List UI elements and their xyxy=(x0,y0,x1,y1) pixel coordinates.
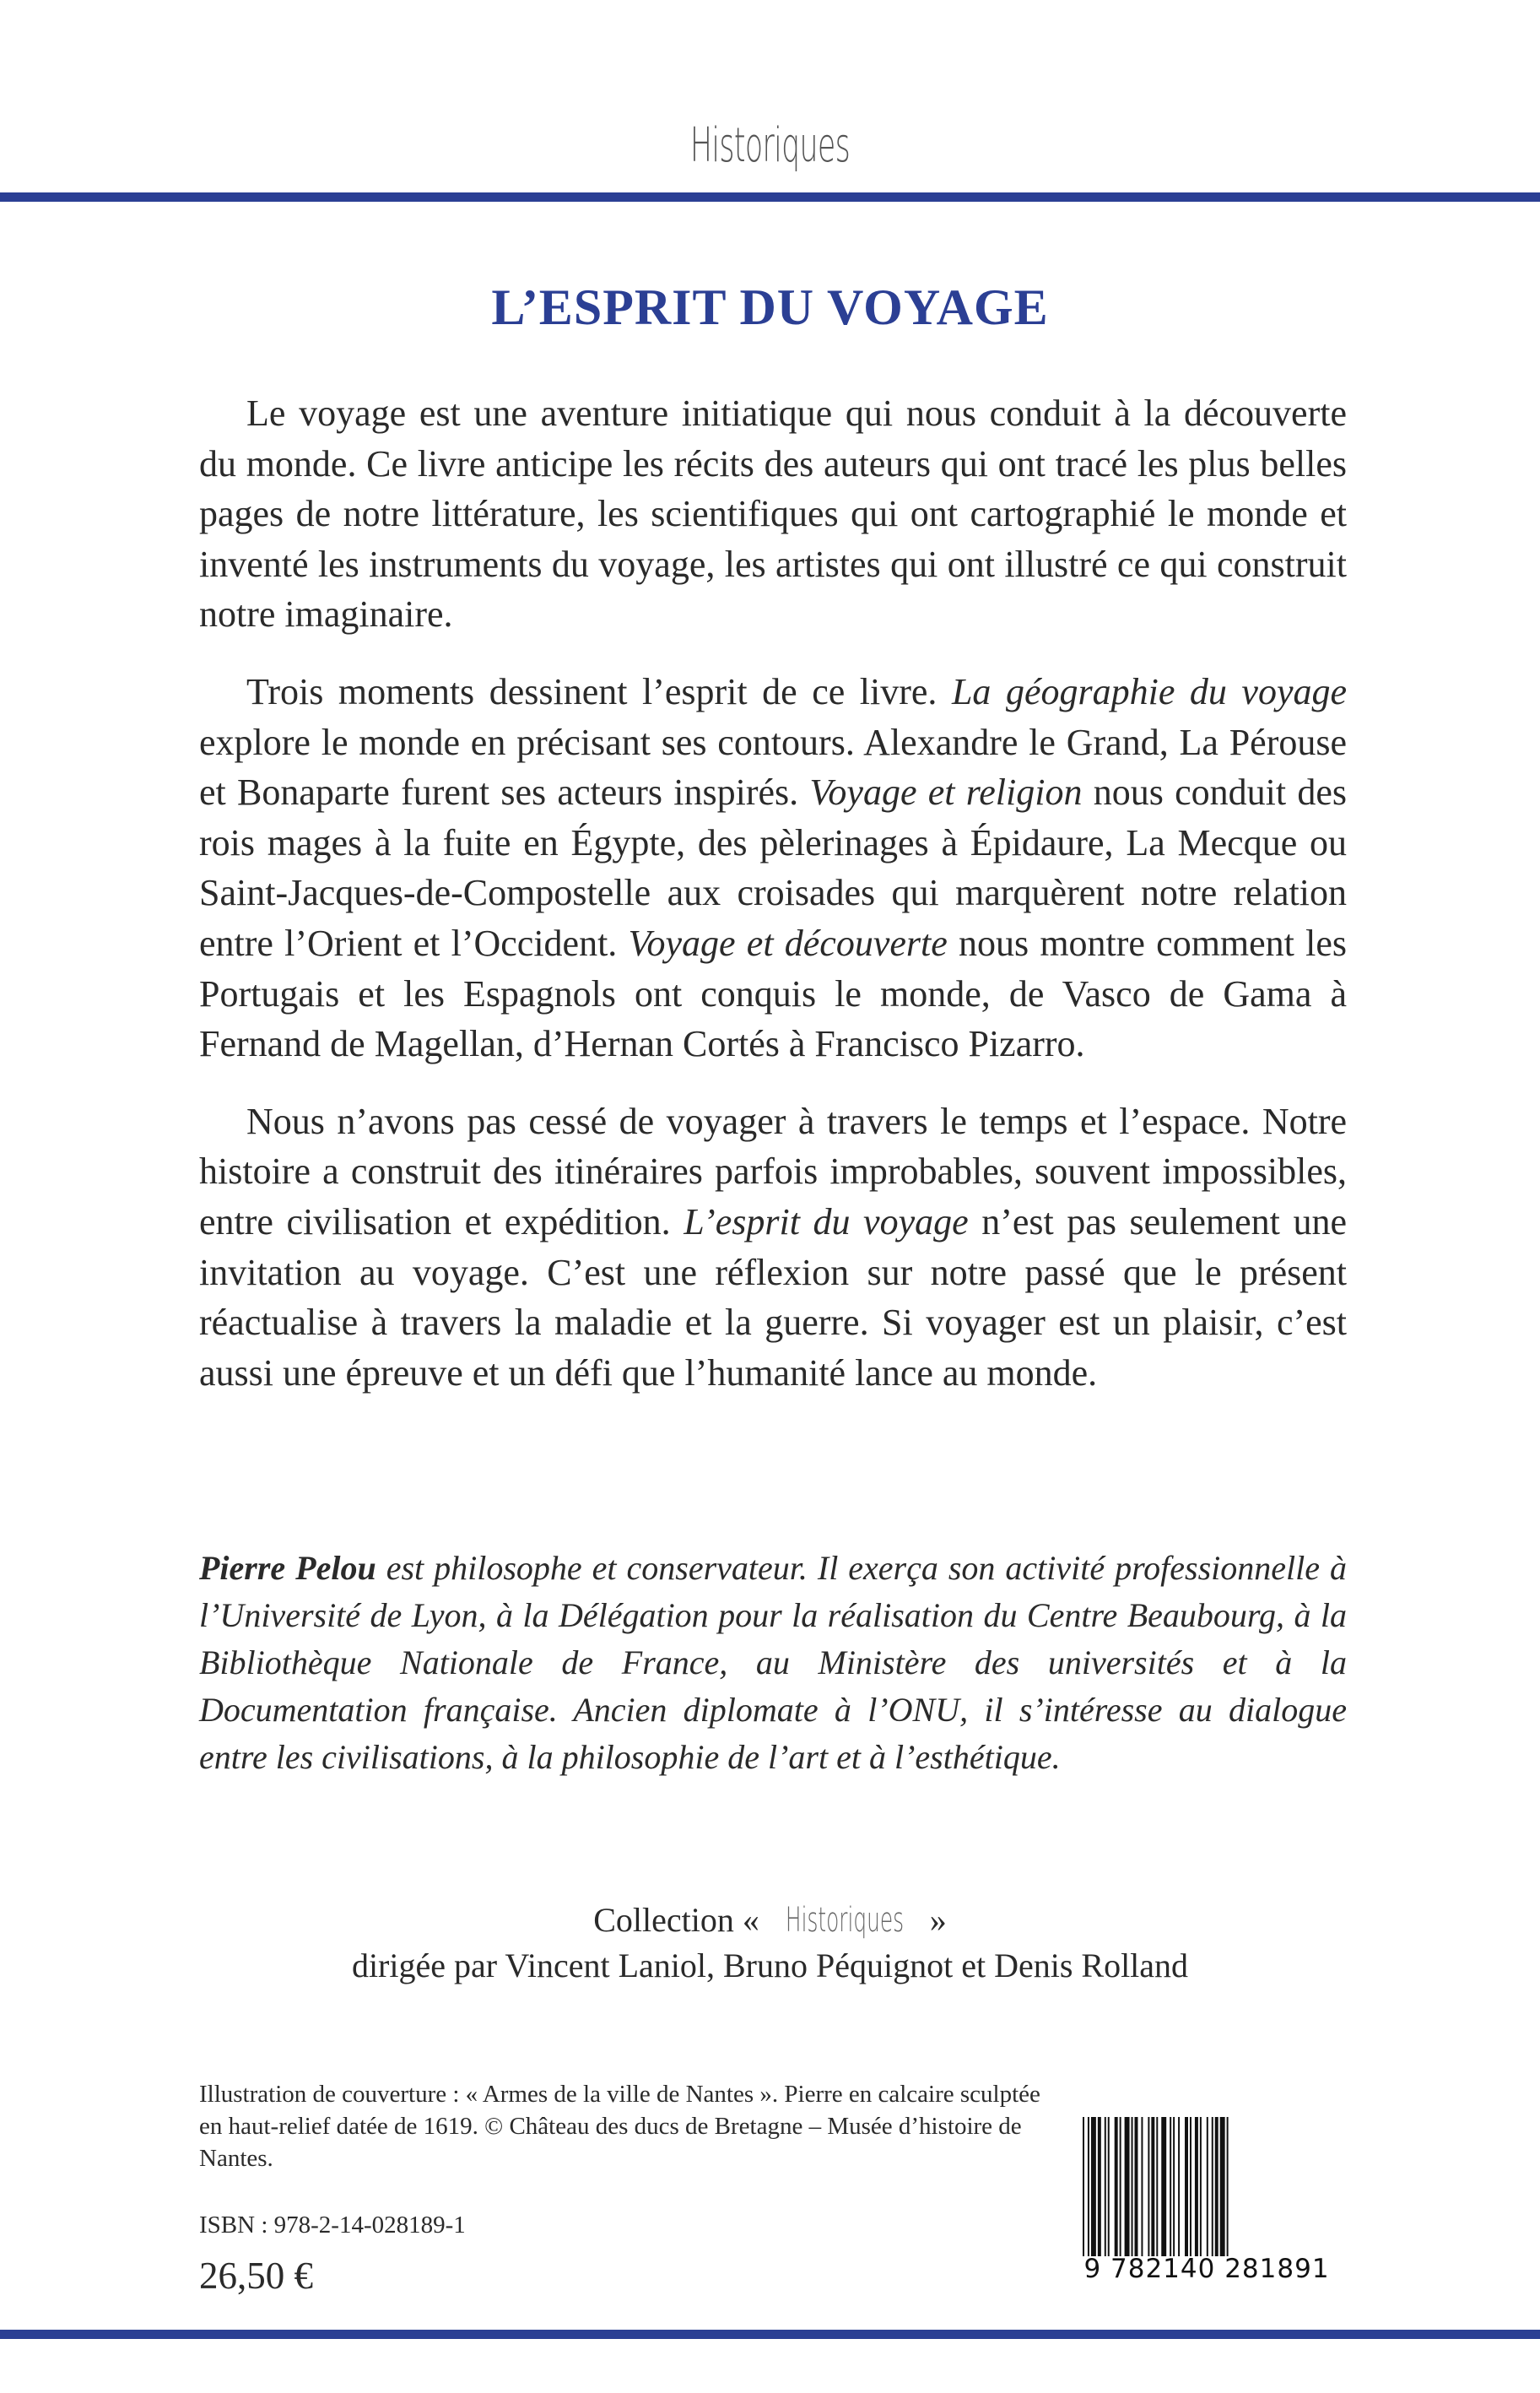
barcode-bar xyxy=(1156,2117,1158,2256)
barcode-bar xyxy=(1148,2117,1149,2256)
barcode-bar xyxy=(1185,2117,1188,2256)
italic-title-religion: Voyage et religion xyxy=(809,771,1083,814)
blurb-paragraph-3: Nous n’avons pas cessé de voyager à travers le temps et l’espace. Notre histoire a construit des itinéraires parfois improbables, souvent impossibles, entre civilisation et expédition. L’esprit du voyage n’est pas seulement une invitation au voyage. C’est une réflexion sur notre passé que le présent réactualise à travers la maladie et la guerre. Si voyager est un plaisir, c’est aussi une épreuve et un défi que l’humanité lance au monde. xyxy=(199,1100,1347,1394)
collection-info xyxy=(0,1898,1540,1989)
price: 26,50 € xyxy=(199,2255,313,2297)
barcode-bar xyxy=(1220,2117,1225,2256)
barcode-bar xyxy=(1200,2117,1202,2256)
barcode-bar xyxy=(1170,2117,1171,2256)
collection-suffix: » xyxy=(929,1901,947,1939)
barcode-bar xyxy=(1207,2117,1208,2256)
barcode-bar xyxy=(1098,2117,1101,2256)
barcode-bar xyxy=(1227,2117,1229,2256)
barcode-bar xyxy=(1195,2117,1198,2256)
barcode-bar xyxy=(1091,2117,1096,2256)
barcode-bar xyxy=(1215,2117,1218,2256)
collection-prefix: Collection « xyxy=(593,1901,759,1939)
barcode-digits: 9 782140 281891 xyxy=(1083,2254,1330,2284)
barcode-icon xyxy=(1083,2117,1331,2260)
italic-title-geographie: La géographie du voyage xyxy=(951,670,1347,712)
cover-credit: Illustration de couverture : « Armes de la ville de Nantes ». Pierre en calcaire sculptée en haut-relief datée de 1619. © Château des ducs de Bretagne – Musée d’histoire de Nantes. xyxy=(199,2081,1040,2172)
italic-title-decouverte: Voyage et découverte xyxy=(628,922,948,964)
barcode-bar xyxy=(1173,2117,1175,2256)
barcode-bar xyxy=(1115,2117,1118,2256)
barcode-bar xyxy=(1120,2117,1121,2256)
barcode-bar xyxy=(1088,2117,1089,2256)
collection-directors: dirigée par Vincent Laniol, Bruno Péquignot et Denis Rolland xyxy=(351,1946,1189,1984)
blurb xyxy=(199,388,1347,1425)
top-rule xyxy=(0,192,1540,202)
barcode-bar xyxy=(1083,2117,1084,2256)
book-title: L’ESPRIT DU VOYAGE xyxy=(491,279,1049,335)
barcode-bar xyxy=(1178,2117,1180,2256)
bottom-rule xyxy=(0,2330,1540,2339)
author-name: Pierre Pelou xyxy=(199,1549,376,1587)
barcode-bar xyxy=(1135,2117,1138,2256)
barcode-bar xyxy=(1190,2117,1191,2256)
blurb-paragraph-2: Trois moments dessinent l’esprit de ce livre. La géographie du voyage explore le monde en précisant ses contours. Alexandre le Grand, La Pérouse et Bonaparte furent ses acteurs inspirés. Voyage et religion nous conduit des rois mages à la fuite en Égypte, des pèlerinages à Épidaure, La Mecque ou Saint-Jacques-de-Compostelle aux croisades qui marquèrent notre relation entre l’Orient et l’Occident. Voyage et découverte nous montre comment les Portugais et les Espagnols ont conquis le monde, de Vasco de Gama à Fernand de Magellan, d’Hernan Cortés à Francisco Pizarro. xyxy=(199,670,1348,1065)
barcode-bar xyxy=(1125,2117,1130,2256)
italic-book-title: L’esprit du voyage xyxy=(684,1200,969,1243)
barcode-bar xyxy=(1105,2117,1106,2256)
blurb-paragraph-1: Le voyage est une aventure initiatique qui nous conduit à la découverte du monde. Ce livre anticipe les récits des auteurs qui ont tracé les plus belles pages de notre littérature, les scientifiques qui ont cartographié le monde et inventé les instruments du voyage, les artistes qui ont illustré ce qui construit notre imaginaire. xyxy=(199,393,1347,636)
barcode-bar xyxy=(1132,2117,1133,2256)
barcode-bar xyxy=(1212,2117,1213,2256)
barcode-bar xyxy=(1108,2117,1110,2256)
collection-name: Historiques xyxy=(785,1901,904,1940)
author-bio: Pierre Pelou est philosophe et conservateur. Il exerça son activité professionnelle à l’Université de Lyon, à la Délégation pour la réalisation du Centre Beaubourg, à la Bibliothèque Nationale de France, au Ministère des universités et à la Documentation française. Ancien diplomate à l’ONU, il s’intéresse au dialogue entre les civilisations, à la philosophie de l’art et à l’esthétique. xyxy=(199,1549,1348,1776)
series-logo: Historiques xyxy=(689,118,851,173)
barcode-bar xyxy=(1151,2117,1154,2256)
isbn: ISBN : 978-2-14-028189-1 xyxy=(199,2212,466,2239)
barcode-bar xyxy=(1141,2117,1143,2256)
barcode xyxy=(1073,2110,1341,2300)
barcode-bar xyxy=(1161,2117,1166,2256)
